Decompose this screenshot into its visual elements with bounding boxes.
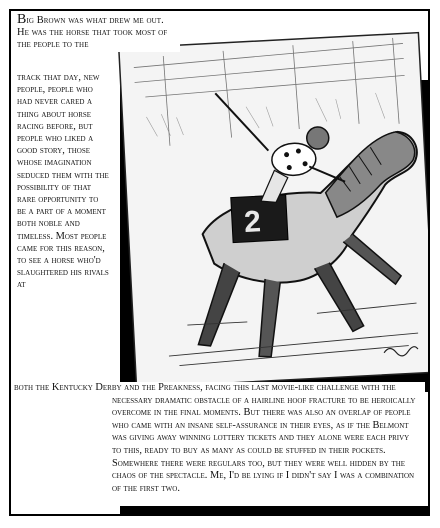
saddlecloth-number: 2 [243,205,262,239]
bottom-bar [120,506,430,516]
narrative-column: track that day, new people, people who had never cared a thing about horse racing before, but people who liked a good story, those whose imagination seduced them with the possibility of that rare opportunity to be a part of a moment both noble and timeless. Most people came for this reason, to see a horse who'd slaughtered his rivals at [14,72,112,292]
narrative-top-text: ig Brown was what drew me out. He was the horse that took most of the people to the [17,15,168,51]
narrative-bottom: both the Kentucky Derby and the Preakness, facing this last movie-like challenge with the necessary dramatic obstacle of a hairline hoof fracture to be heroically overcome in the final moments. But there was also an overlap of people who came with an insane self-assurance in their eyes, as if the Belmont was giving away winning lottery tickets and they alone were each privy to this, ready to buy as many as could be stuffed in their pockets. Somewhere there were regulars too, but they were well hidden by the chaos of the spectacle. Me, I'd be lying if I didn't say I was a combination of the first two. [14,382,425,497]
drop-cap: B [17,12,27,27]
narrative-top [14,12,180,52]
